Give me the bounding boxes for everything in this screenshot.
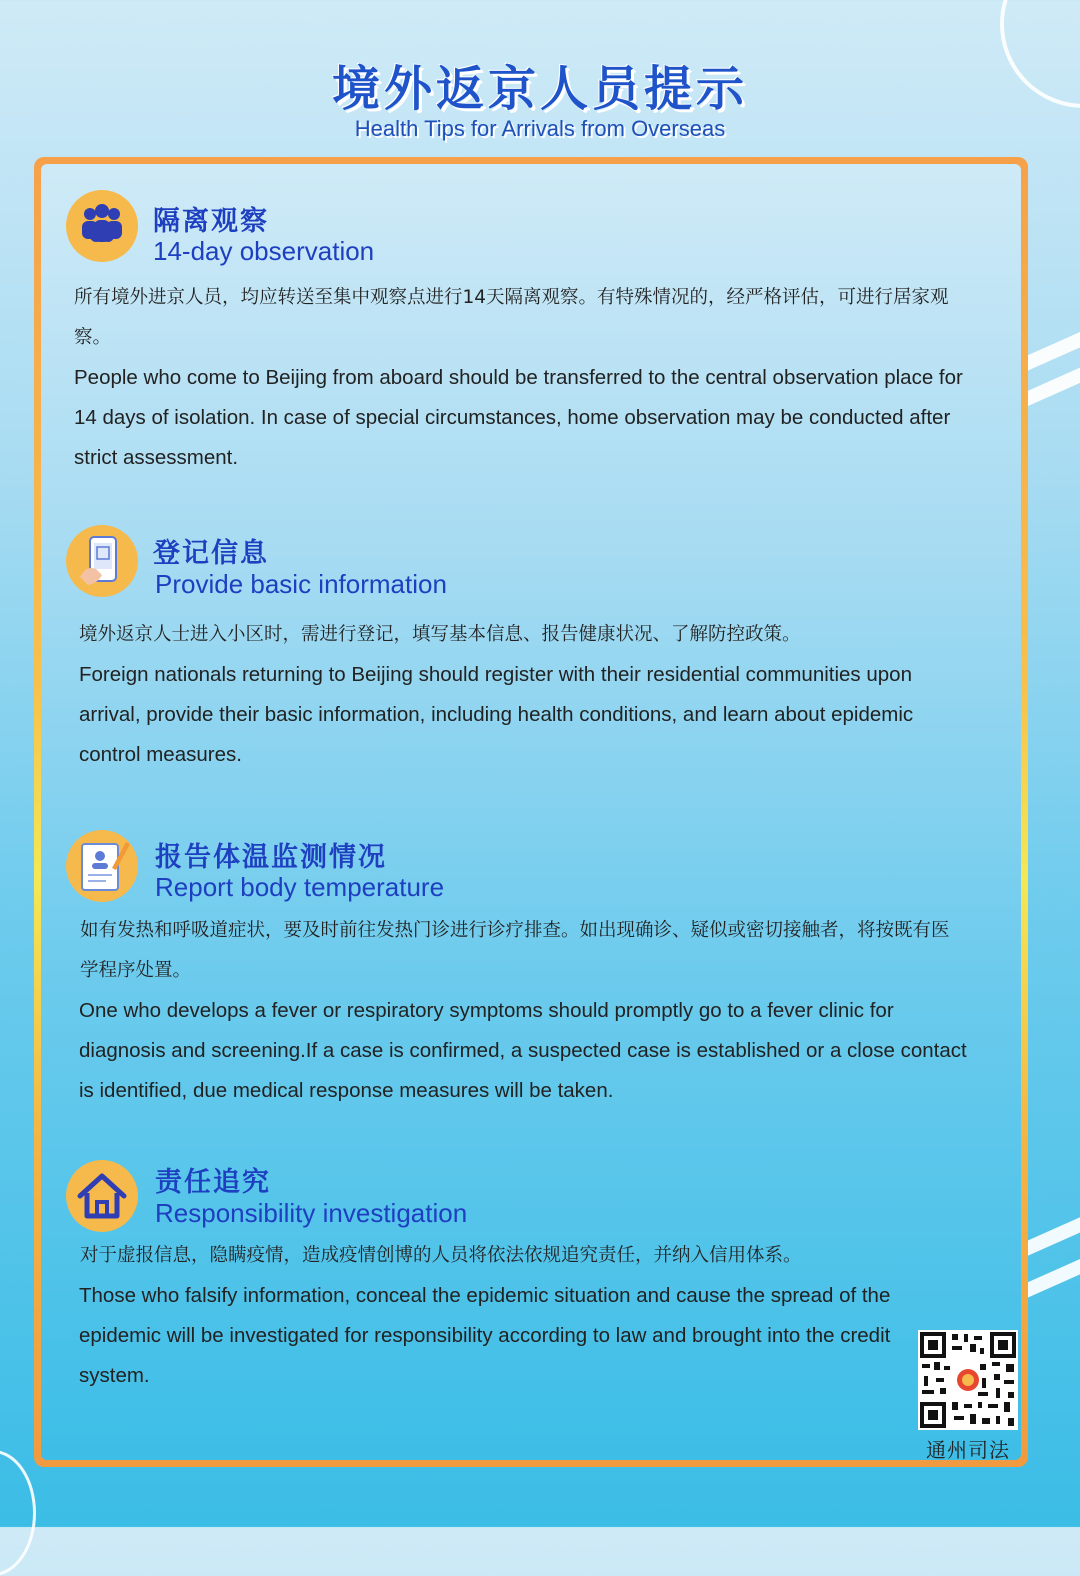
section-heading-en: 14-day observation — [153, 236, 375, 266]
section-body-en: Those who falsify information, conceal the epidemic situation and cause the spread of the epidemic will be investigated for responsibility according to law and brought into the credit system. — [79, 1284, 891, 1387]
page-subtitle: Health Tips for Arrivals from Overseas — [354, 116, 726, 141]
section-heading-zh: 登记信息 — [153, 538, 269, 569]
section-body-zh: 对于虚报信息，隐瞒疫情，造成疫情创博的人员将依法依规追究责任，并纳入信用体系。 — [80, 1245, 802, 1266]
section-body-en: Foreign nationals returning to Beijing should register with their residential communities upon arrival, provide their basic information, including health conditions, and learn about epidemic control measures. — [79, 663, 914, 766]
section-heading-en: Report body temperature — [155, 872, 445, 902]
section-body-en: One who develops a fever or respiratory symptoms should promptly go to a fever clinic for diagnosis and screening.If a case is confirmed, a suspected case is established or a close contact is identified, due medical response measures will be taken. — [79, 999, 967, 1102]
section-heading-zh: 报告体温监测情况 — [155, 842, 387, 873]
section-heading-zh: 责任追究 — [155, 1167, 271, 1198]
people-icon — [66, 190, 138, 262]
clipboard-report-icon — [66, 830, 138, 902]
qr-caption: 通州司法 — [926, 1438, 1010, 1462]
section-body-en: People who come to Beijing from aboard should be transferred to the central observation place for 14 days of isolation. In case of special circumstances, home observation may be conducted after strict assessment. — [74, 366, 963, 469]
section-heading-en: Provide basic information — [155, 569, 447, 599]
page-title: 境外返京人员提示 — [331, 61, 748, 117]
section-heading-zh: 隔离观察 — [153, 206, 269, 237]
qr-code — [918, 1330, 1018, 1430]
section-body-zh: 如有发热和呼吸道症状，要及时前往发热门诊进行诊疗排查。如出现确诊、疑似或密切接触者，将按既有医学程序处置。 — [80, 920, 950, 981]
section-body-zh: 所有境外进京人员，均应转送至集中观察点进行14天隔离观察。有特殊情况的，经严格评估，可进行居家观察。 — [74, 287, 949, 348]
section-heading-en: Responsibility investigation — [155, 1198, 468, 1228]
decorative-circle — [0, 1450, 36, 1576]
phone-registration-icon — [66, 525, 138, 597]
section-body-zh: 境外返京人士进入小区时，需进行登记，填写基本信息、报告健康状况、了解防控政策。 — [79, 624, 801, 645]
house-icon — [66, 1160, 138, 1232]
